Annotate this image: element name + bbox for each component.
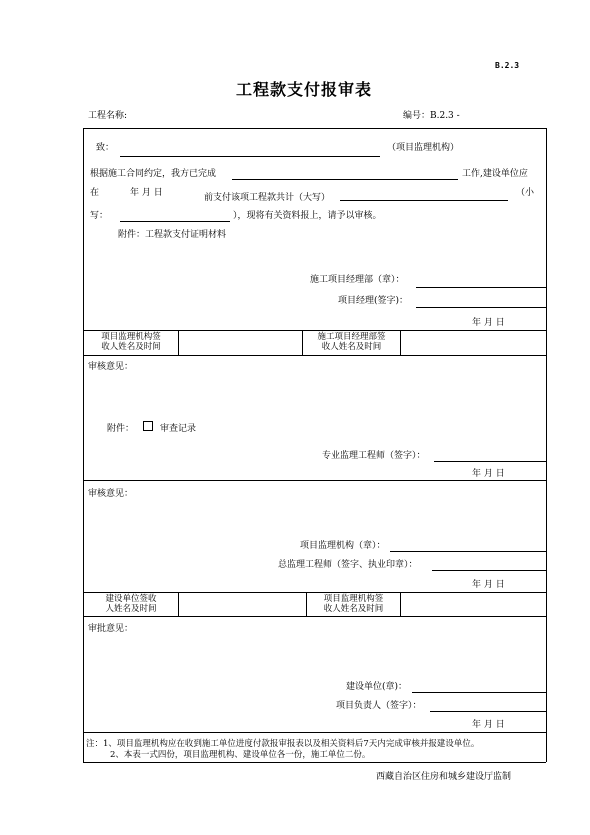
- line3-text: ），现将有关资料报上，请予以审核。: [233, 211, 382, 221]
- line2-small-open: （小: [516, 188, 535, 198]
- amount-lowercase-line[interactable]: [120, 221, 230, 222]
- attachment-label: 附件：工程款支付证明材料: [118, 230, 227, 240]
- construction-dept-label: 施工项目经理部（章）：: [310, 275, 405, 285]
- line2-date: 年 月 日: [130, 188, 163, 198]
- approval-opinion-label: 审批意见：: [88, 624, 134, 634]
- form-code: B.2.3: [495, 61, 520, 70]
- principal-sign-line[interactable]: [430, 711, 546, 712]
- supervisor-receipt-field-2[interactable]: [401, 593, 545, 615]
- supervision-org-label: 项目监理机构（章）：: [300, 541, 386, 551]
- form-number-label: 编号：B.2.3 -: [403, 111, 460, 121]
- project-name-label: 工程名称:: [88, 111, 128, 121]
- section3-date: 年 月 日: [472, 580, 505, 590]
- owner-seal-line[interactable]: [412, 692, 546, 693]
- line2-text: 前支付该项工程款共计（大写）: [204, 193, 331, 203]
- line1-prefix: 根据施工合同约定，我方已完成: [90, 169, 217, 179]
- review2-opinion-label: 审核意见：: [88, 489, 134, 499]
- divider-3: [83, 480, 546, 481]
- frame-top: [83, 128, 546, 129]
- section2-date: 年 月 日: [472, 469, 505, 479]
- owner-unit-label: 建设单位(章)：: [346, 682, 408, 692]
- chief-sign-line[interactable]: [432, 570, 546, 571]
- project-manager-label: 项目经理(签字)：: [338, 296, 409, 306]
- line3-xie: 写：: [90, 211, 109, 221]
- section4-date: 年 月 日: [472, 720, 505, 730]
- specialist-engineer-label: 专业监理工程师（签字）：: [322, 451, 426, 461]
- to-label: 致：: [96, 143, 115, 153]
- line1-suffix: 工作,建设单位应: [462, 169, 528, 179]
- supervisor-receipt-label: 项目监理机构签 收人姓名及时间: [101, 332, 161, 352]
- review-record-checkbox[interactable]: [143, 421, 153, 431]
- frame-bottom: [83, 762, 546, 763]
- project-principal-label: 项目负责人（签字）：: [336, 701, 422, 711]
- completed-work-line[interactable]: [232, 179, 458, 180]
- org-seal-line[interactable]: [390, 551, 546, 552]
- note-1: 注：1、项目监理机构应在收到施工单位进度付款报审报表以及相关资料后7天内完成审核并报建设单位。: [86, 739, 480, 749]
- owner-receipt-label: 建设单位签收 人姓名及时间: [105, 594, 157, 614]
- specialist-sign-line[interactable]: [434, 461, 546, 462]
- to-org-line[interactable]: [120, 156, 380, 157]
- review1-opinion-label: 审核意见：: [88, 362, 134, 372]
- line2-zai: 在: [90, 188, 100, 198]
- section1-date: 年 月 日: [472, 318, 505, 328]
- supervisor-receipt-field[interactable]: [179, 331, 301, 354]
- manager-sign-line[interactable]: [416, 307, 546, 308]
- supervisor-receipt-label-2: 项目监理机构签 收人姓名及时间: [323, 594, 384, 614]
- divider-2: [83, 355, 546, 356]
- amount-uppercase-line[interactable]: [340, 200, 508, 201]
- review1-attachment-label: 附件：: [107, 424, 135, 434]
- chief-engineer-label: 总监理工程师（签字、执业印章）：: [278, 560, 418, 570]
- divider-5: [83, 616, 546, 617]
- owner-receipt-field[interactable]: [179, 593, 305, 615]
- frame-right: [546, 128, 547, 762]
- review-record-label: 审查记录: [160, 424, 197, 434]
- divider-6: [83, 732, 546, 733]
- issuer-label: 西藏自治区住房和城乡建设厅监制: [376, 772, 512, 782]
- contractor-receipt-field[interactable]: [401, 331, 545, 354]
- contractor-receipt-label: 施工项目经理部签 收人姓名及时间: [317, 332, 386, 352]
- to-org-label: （项目监理机构）: [387, 143, 460, 153]
- page-title: 工程款支付报审表: [236, 80, 373, 99]
- dept-seal-line[interactable]: [416, 287, 546, 288]
- note-2: 2、本表一式四份，项目监理机构、建设单位各一份，施工单位二份。: [110, 750, 371, 760]
- frame-left: [83, 128, 84, 762]
